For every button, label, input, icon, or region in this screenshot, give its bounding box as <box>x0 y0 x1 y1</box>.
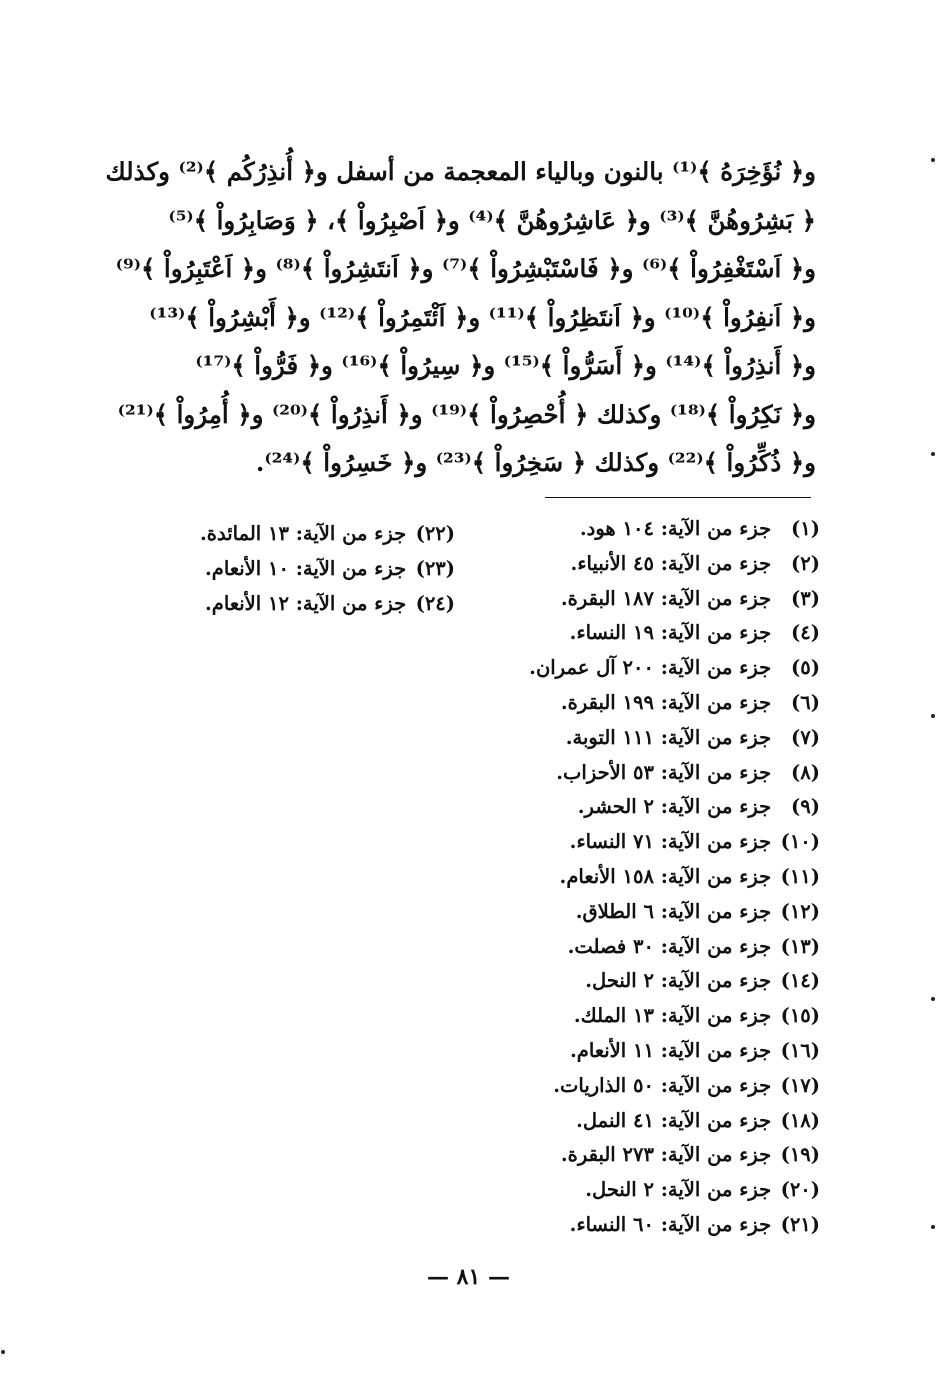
footnote-number: (٣) <box>791 586 820 610</box>
footnote-separator <box>545 497 811 498</box>
footnote-text: جزء من الآية: ٢ الحشر. <box>577 795 772 819</box>
footnote <box>529 651 820 686</box>
main-text <box>105 148 816 488</box>
footnote <box>200 517 455 552</box>
footnote <box>200 587 455 622</box>
footnote-number: (١٩) <box>780 1143 820 1167</box>
footnote-number: (١٠) <box>780 830 820 854</box>
footnote-text: جزء من الآية: ١٢ الأنعام. <box>205 591 407 615</box>
footnote-text: جزء من الآية: ١٩ النساء. <box>569 621 772 645</box>
footnote <box>529 895 820 930</box>
footnote <box>529 686 820 721</box>
scan-mark <box>931 714 935 718</box>
footnote <box>529 1138 820 1173</box>
footnote-number: (٢١) <box>780 1212 820 1236</box>
footnote-text: جزء من الآية: ١٠٤ هود. <box>579 517 772 540</box>
footnote-number: (٢٢) <box>415 522 455 545</box>
footnote-number: (٧) <box>791 725 820 749</box>
footnote-number: (١٧) <box>780 1073 820 1097</box>
footnote-number: (٤) <box>791 621 820 645</box>
footnote-text: جزء من الآية: ٧١ النساء. <box>569 830 772 854</box>
scan-mark <box>1 1350 5 1354</box>
footnote <box>529 999 820 1034</box>
footnote-number: (١٥) <box>780 1004 820 1028</box>
footnotes-column-left <box>200 517 455 621</box>
footnote <box>529 512 820 547</box>
footnote-number: (٢٤) <box>415 591 455 615</box>
footnote <box>529 1034 820 1069</box>
footnote-text: جزء من الآية: ٢ النحل. <box>585 1178 772 1202</box>
footnote-number: (٦) <box>791 690 820 714</box>
footnote-text: جزء من الآية: ٥٠ الذاريات. <box>553 1073 772 1097</box>
footnote-number: (١٤) <box>780 969 820 993</box>
footnote-number: (٥) <box>791 656 820 680</box>
footnote <box>529 1069 820 1104</box>
footnotes-column-right <box>529 512 820 1243</box>
footnote <box>529 756 820 791</box>
footnote-text: جزء من الآية: ١٣ الملك. <box>573 1004 772 1028</box>
text-line: و﴿ نُؤَخِرَهُ ﴾⁽¹⁾ بالنون وبالياء المعجمة من أسفل و﴿ أُنذِرُكُم ﴾⁽²⁾ وكذلك <box>105 157 816 186</box>
text-line: ﴿ بَشِرُوهُنَّ ﴾⁽³⁾ و﴿ عَاشِرُوهُنَّ ﴾⁽⁴⁾ و﴿ اَصْبِرُواْ ﴾، ﴿ وَصَابِرُواْ ﴾⁽⁵⁾ <box>168 205 816 235</box>
footnote-number: (١٣) <box>780 934 820 958</box>
scan-mark <box>931 997 935 1001</box>
text-line: و﴿ نَكِرُواْ ﴾⁽¹⁸⁾ وكذلك ﴿ أُحْصِرُواْ ﴾⁽¹⁹⁾ و﴿ أَنذِرُواْ ﴾⁽²⁰⁾ و﴿ أُمِرُواْ ﴾⁽²¹⁾ <box>117 399 816 429</box>
footnote <box>529 860 820 895</box>
footnote-text: جزء من الآية: ١٩٩ البقرة. <box>560 690 772 714</box>
footnote <box>200 552 455 587</box>
footnote-number: (٢٣) <box>415 556 455 580</box>
footnote <box>529 964 820 999</box>
text-line: و﴿ اَنفِرُواْ ﴾⁽¹⁰⁾ و﴿ اَنتَظِرُواْ ﴾⁽¹¹⁾ و﴿ اَئْتَمِرُواْ ﴾⁽¹²⁾ و﴿ أَبْشِرُواْ ﴾⁽¹³⁾ <box>149 302 816 332</box>
footnote-number: (١٦) <box>780 1038 820 1062</box>
footnote-number: (١٢) <box>780 899 820 923</box>
footnote <box>529 1104 820 1139</box>
footnote-number: (١١) <box>780 864 820 888</box>
footnote-number: (٢) <box>791 551 820 575</box>
footnote-number: (٨) <box>791 760 820 784</box>
text-line: و﴿ أَنذِرُواْ ﴾⁽¹⁴⁾ و﴿ أَسَرُّواْ ﴾⁽¹⁵⁾ و﴿ سِيرُواْ ﴾⁽¹⁶⁾ و﴿ فَرُّواْ ﴾⁽¹⁷⁾ <box>195 351 816 380</box>
footnote-text: جزء من الآية: ٣٠ فصلت. <box>567 934 772 958</box>
footnote-text: جزء من الآية: ١٣ المائدة. <box>199 522 407 545</box>
footnote-text: جزء من الآية: ٦ الطلاق. <box>575 899 772 923</box>
text-line: و﴿ ذُكِّرُواْ ﴾⁽²²⁾ وكذلك ﴿ سَخِرُواْ ﴾⁽²³⁾ و﴿ خَسِرُواْ ﴾⁽²⁴⁾. <box>255 448 816 477</box>
footnote-text: جزء من الآية: ١١ الأنعام. <box>570 1038 772 1062</box>
footnote-text: جزء من الآية: ٤٥ الأنبياء. <box>570 551 772 575</box>
footnote <box>529 547 820 582</box>
footnote <box>529 616 820 651</box>
footnote <box>529 582 820 617</box>
scan-mark <box>931 158 935 162</box>
footnote-text: جزء من الآية: ٢٧٣ البقرة. <box>560 1143 772 1167</box>
scan-mark <box>931 452 935 456</box>
footnote-text: جزء من الآية: ١٥٨ الأنعام. <box>559 864 772 888</box>
footnote <box>529 1208 820 1243</box>
footnote <box>529 825 820 860</box>
footnote-text: جزء من الآية: ١١١ التوبة. <box>565 725 772 749</box>
footnote-number: (٩) <box>791 795 820 819</box>
footnote <box>529 1173 820 1208</box>
footnote-number: (١٨) <box>780 1108 820 1132</box>
footnote-text: جزء من الآية: ١٨٧ البقرة. <box>560 586 772 610</box>
footnote-text: جزء من الآية: ٤١ النمل. <box>576 1108 772 1132</box>
footnote-number: (١) <box>791 517 820 540</box>
footnote-text: جزء من الآية: ٢ النحل. <box>585 969 772 993</box>
footnote-text: جزء من الآية: ٢٠٠ آل عمران. <box>529 656 772 680</box>
page-number: — ٨١ — <box>427 1264 510 1290</box>
footnote <box>529 930 820 965</box>
footnote-text: جزء من الآية: ١٠ الأنعام. <box>205 556 407 580</box>
footnote-text: جزء من الآية: ٦٠ النساء. <box>569 1212 772 1236</box>
scan-mark <box>931 1225 935 1229</box>
footnote-text: جزء من الآية: ٥٣ الأحزاب. <box>556 760 772 784</box>
footnote <box>529 790 820 825</box>
footnote-number: (٢٠) <box>780 1178 820 1202</box>
footnote <box>529 721 820 756</box>
text-line: و﴿ اَسْتَغْفِرُواْ ﴾⁽⁶⁾ و﴿ فَاسْتَبْشِرُواْ ﴾⁽⁷⁾ و﴿ اَنتَشِرُواْ ﴾⁽⁸⁾ و﴿ اَعْتَبِرُواْ ﴾⁽⁹⁾ <box>115 254 816 283</box>
